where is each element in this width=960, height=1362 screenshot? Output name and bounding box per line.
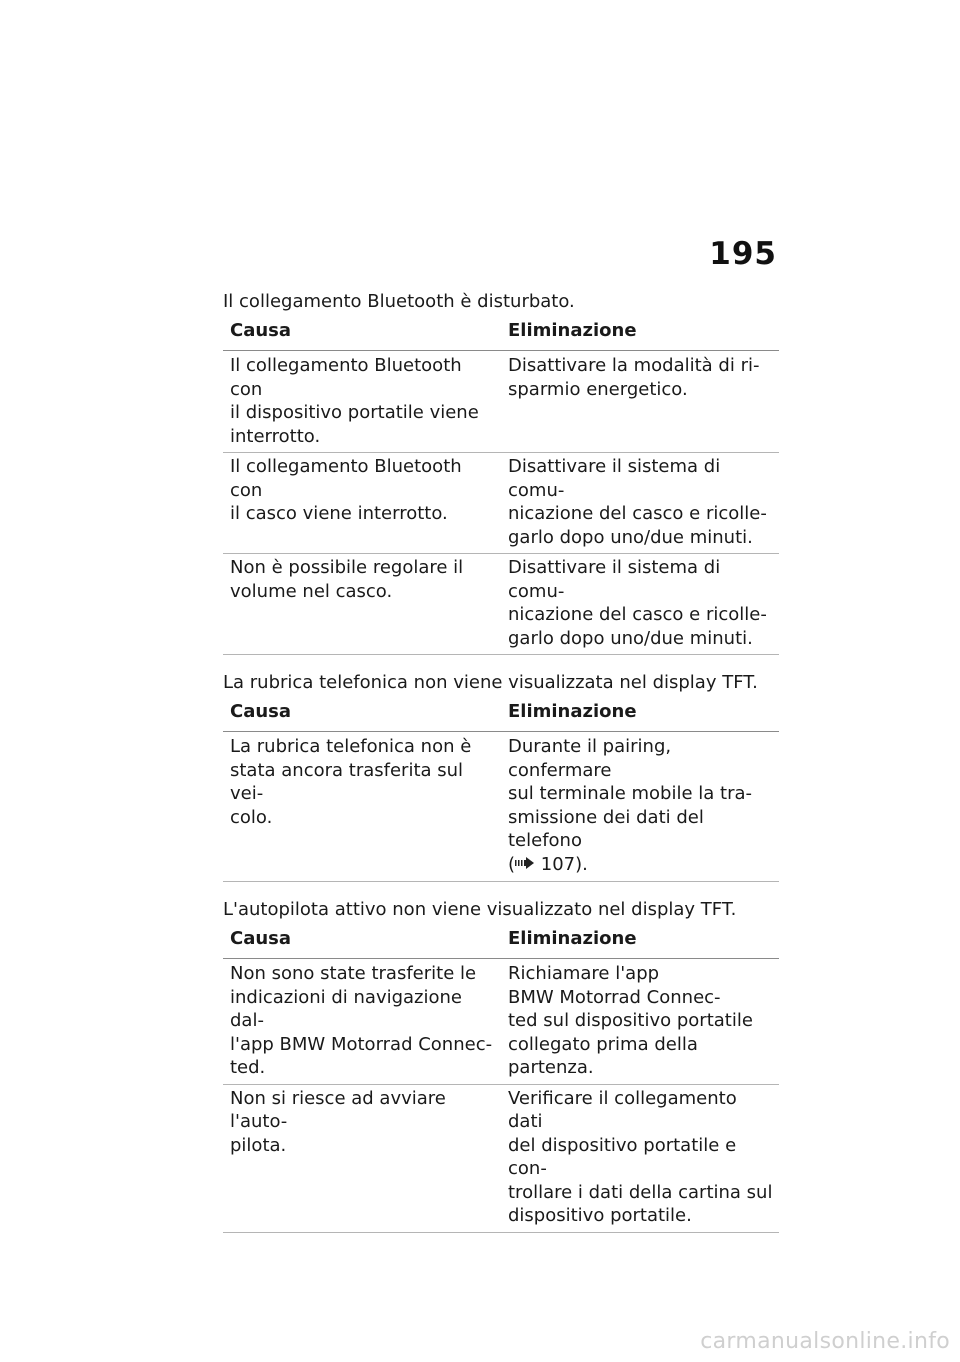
cause-cell: Il collegamento Bluetooth con il dispositivo portatile viene interrotto. — [223, 351, 501, 453]
fix-text: Durante il pairing, confermare sul terminale mobile la tra- smissione dei dati del telefono — [508, 736, 753, 851]
column-header-cause: Causa — [223, 697, 501, 732]
cause-cell: Non sono state trasferite le indicazioni di navigazione dal- l'app BMW Motorrad Connec- ted. — [223, 959, 501, 1085]
fix-cell: Verificare il collegamento dati del dispositivo portatile e con- trollare i dati della cartina sul dispositivo portatile. — [501, 1084, 779, 1232]
table-row — [223, 732, 779, 882]
table-row — [223, 554, 779, 655]
table-row — [223, 959, 779, 1085]
fix-cell: Disattivare il sistema di comu- nicazione del casco e ricolle- garlo dopo uno/due minuti. — [501, 453, 779, 554]
fix-cell — [501, 732, 779, 882]
table-header-row — [223, 316, 779, 351]
table-header-row — [223, 924, 779, 959]
cause-cell: La rubrica telefonica non è stata ancora trasferita sul vei- colo. — [223, 732, 501, 882]
reference-page-number: 107 — [540, 853, 576, 875]
fix-cell: Richiamare l'app BMW Motorrad Connec- ted sul dispositivo portatile collegato prima della partenza. — [501, 959, 779, 1085]
section-title: L'autopilota attivo non viene visualizzato nel display TFT. — [223, 899, 737, 920]
table-row — [223, 453, 779, 554]
trouble-table — [223, 924, 779, 1233]
trouble-section-bluetooth — [223, 290, 779, 655]
table-header-row — [223, 697, 779, 732]
column-header-cause: Causa — [223, 924, 501, 959]
page-reference-arrow-icon — [515, 854, 535, 878]
table-row — [223, 1084, 779, 1232]
fix-cell: Disattivare il sistema di comu- nicazione del casco e ricolle- garlo dopo uno/due minuti. — [501, 554, 779, 655]
column-header-fix: Eliminazione — [501, 697, 779, 732]
column-header-cause: Causa — [223, 316, 501, 351]
trouble-section-phonebook — [223, 671, 779, 882]
section-title: Il collegamento Bluetooth è disturbato. — [223, 291, 575, 312]
trouble-section-autopilot — [223, 898, 779, 1233]
page-content — [223, 290, 779, 1233]
page-number: 195 — [709, 236, 777, 272]
cause-cell: Il collegamento Bluetooth con il casco viene interrotto. — [223, 453, 501, 554]
trouble-table — [223, 316, 779, 655]
section-title: La rubrica telefonica non viene visualizzata nel display TFT. — [223, 672, 758, 693]
fix-cell: Disattivare la modalità di ri- sparmio energetico. — [501, 351, 779, 453]
cause-cell: Non è possibile regolare il volume nel casco. — [223, 554, 501, 655]
column-header-fix: Eliminazione — [501, 924, 779, 959]
cause-cell: Non si riesce ad avviare l'auto- pilota. — [223, 1084, 501, 1232]
page-reference[interactable]: ( 107). — [508, 854, 588, 875]
column-header-fix: Eliminazione — [501, 316, 779, 351]
table-row — [223, 351, 779, 453]
trouble-table — [223, 697, 779, 882]
watermark: carmanualsonline.info — [700, 1329, 950, 1354]
